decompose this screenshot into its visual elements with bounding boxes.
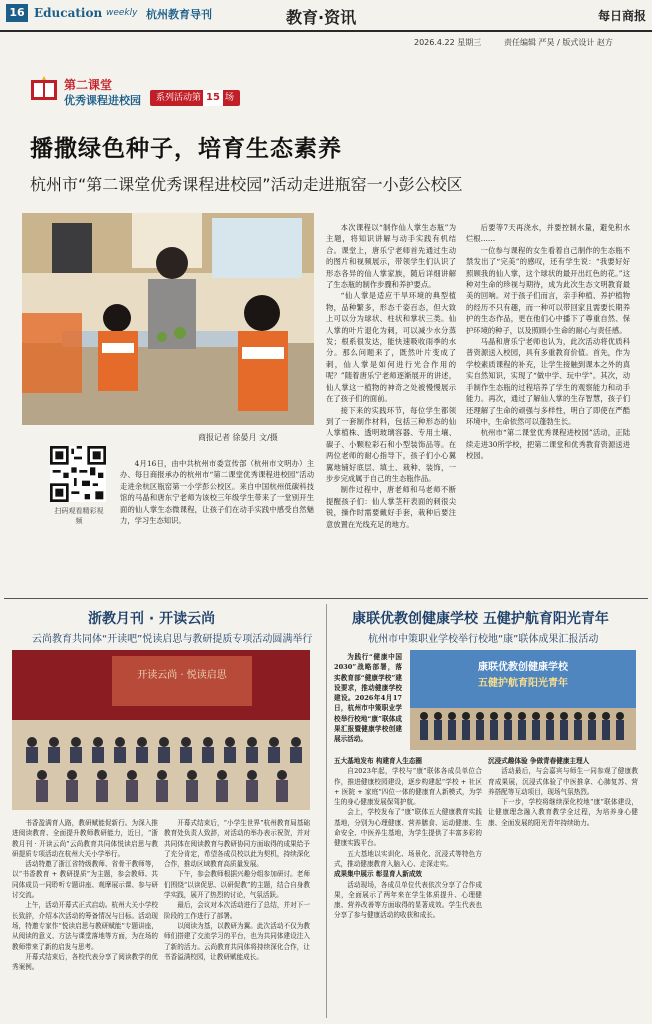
column-divider [326, 604, 327, 1018]
issue-date: 2026.4.22 星期三 [414, 38, 482, 47]
paragraph: 制作过程中，唐老师和马老师不断提醒孩子们：仙人掌茎秆表面的刺很尖锐，操作时需要戴好手套，栽种后要注意放置在光线充足的地方。 [326, 485, 456, 529]
paragraph: “仙人掌是适应干旱环境的典型植物，品种繁多，形态千姿百态，但大致上可以分为球状、柱状和掌状三类。仙人掌的叶片退化为刺，可以减少水分蒸发；根系很发达，能快速吸收雨季的水分。那么问题来了，既然叶片变成了刺，仙人掌是如何进行光合作用的呢？”随着唐乐宁老师逐渐展开的讲述，仙人掌这一植物的神奇之处被慢慢展示在了孩子们的面前。 [326, 291, 456, 404]
series-tag [150, 90, 240, 106]
series-tag-number: 15 [203, 90, 223, 106]
left-article-subtitle: 云尚教育共同体“开读吧”悦读启思与教研提质专项活动圆满举行 [32, 634, 313, 645]
photo-caption: 商报记者 徐晏月 文/摄 [198, 433, 278, 442]
banner-line2: 优秀课程进校园 [64, 94, 141, 107]
series-tag-prefix: 系列活动第 [156, 93, 202, 103]
paragraph: 4月16日，由中共杭州市委宣传部（杭州市文明办）主办、每日商报承办的杭州市“第二课堂优秀课程进校园”活动走进余杭区瓶窑第一小学彭公校区。来自中国杭州低碳科技馆的马晶和唐东宁老师为该校三年级学生带来了一堂别开生面的仙人掌生态微课程，让孩子们在动手实践中感受自然魅力，学习生态知识。 [120, 459, 314, 526]
paragraph: 活动特邀了浙江省特级教师、省骨干教师等，以“书香教育 + 教研提质”为主题，参会教师、共同体成员一同聆听专题讲座、观摩展示课、参与研讨交流。 [12, 860, 158, 900]
series-tag-suffix: 场 [224, 93, 234, 103]
series-banner [30, 70, 250, 118]
paragraph: 五大基地以实训化、场景化、沉浸式等特色方式，推动健康教育入脑入心、走深走实。 [334, 849, 482, 868]
main-headline: 播撒绿色种子，培育生态素养 [30, 136, 342, 162]
right-article-intro [334, 652, 402, 752]
main-photo [22, 213, 314, 425]
main-article-column-3 [466, 222, 630, 594]
paragraph: 活动现场，各成员单位代表依次分享了合作成果，全面展示了两年来在学生体质提升、心理健康、营养改善等方面取得的显著成效。学生代表也分享了参与健康活动的收获和成长。 [334, 880, 482, 920]
page-number: 16 [6, 4, 28, 22]
left-article-photo [12, 650, 310, 810]
stage-photo-illustration [410, 650, 636, 750]
paragraph: 活动最后，与会嘉宾与师生一同参观了健康教育成果展，沉浸式体验了中医推拿、心肺复苏、营养搭配等互动项目，现场气氛热烈。 [488, 767, 638, 796]
left-article-column-1 [12, 818, 158, 1016]
brand-english: Education [34, 6, 103, 20]
paragraph: 最后，会议对本次活动进行了总结，并对下一阶段的工作进行了部署。 [164, 901, 310, 920]
qr-code-icon[interactable] [50, 446, 106, 502]
paragraph: 书香盈满育人路，教研赋能促新行。为深入推进阅读教育、全面提升教师教研能力，近日，“浙教月刊 · 开读云尚”云尚教育共同体悦读启思与教研提质专项活动在杭州大关小学举行。 [12, 819, 158, 858]
paragraph: 接下来的实践环节，每位学生都领到了一套制作材料，包括三种形态的仙人掌植株、透明玻璃容器、专用土壤、碳子、小颗粒彩石和小型装饰品等。在两位老师的耐心指导下，孩子们小心翼翼地铺好底层、填土、栽种、装饰，一步步完成属于自己的生态瓶作品。 [326, 405, 456, 483]
right-article-column-1 [334, 756, 482, 1018]
paper-name: 每日商报 [597, 9, 646, 23]
paragraph: 上午，活动开幕式正式启动。杭州大关小学校长致辞，介绍本次活动的筹备情况与目标。活动现场，特邀专家作“悦读启思与教研赋能”专题讲座，从阅读的意义、方法与课堂落地等方面，为在场的教师带来了新的启发与思考。 [12, 901, 158, 951]
editor-credits: 责任编辑 严昊 / 版式设计 赵方 [504, 38, 613, 47]
main-subhead: 杭州市“第二课堂优秀课程进校园”活动走进瓶窑一小彭公校区 [30, 175, 463, 194]
paragraph: 自2023年起，学校与“康”联体各成员单位合作，推进健康校园建设，逐步构建起“学校 + 社区 + 医院 + 家庭”四位一体的健康育人新模式，为学生的身心健康发展保驾护航。 [334, 767, 482, 807]
paragraph: 开幕式结束后，“小学生世界”杭州教育局基础教育处负责人致辞，对活动的举办表示祝贺，并对共同体在阅读教育与教研协同方面取得的成果给予了充分肯定，希望各成员校以此为契机，持续深化合作，推动区域教育高质量发展。 [164, 819, 310, 869]
brand-weekly: weekly [106, 8, 138, 18]
masthead [0, 0, 652, 32]
left-article-column-2 [164, 818, 310, 1016]
right-article-photo [410, 650, 636, 750]
auditorium-photo-illustration [12, 650, 310, 810]
right-article-column-2 [488, 756, 638, 1018]
banner-line1: 第二课堂 [64, 78, 113, 92]
section-subheading: 成果集中展示 彰显育人新成效 [334, 870, 423, 879]
paragraph: 开幕式结束后，各校代表分享了阅读教学的优秀案例。 [12, 952, 158, 972]
section-title: 教育·资讯 [286, 8, 357, 27]
dateline [0, 34, 652, 50]
main-article-column-2 [326, 222, 456, 594]
paragraph: 杭州市“第二课堂优秀课程进校园”活动，正陆续走进30所学校，把第二课堂和优秀教育资源送进校园。 [466, 428, 630, 461]
right-article-subtitle: 杭州市中策职业学校举行校地“康”联体成果汇报活动 [368, 634, 599, 645]
section-subheading: 沉浸式趣体验 争做青春健康主理人 [488, 757, 590, 765]
left-article-title: 浙教月刊 · 开读云尚 [88, 611, 216, 627]
right-article-title: 康联优教创健康学校 五健护航育阳光青年 [352, 611, 609, 627]
paragraph: 一位参与课程的女生看着自己制作的生态瓶不禁发出了“完美”的感叹，还有学生说：“我要好好照顾我的仙人掌，这个球状的最开出红色的花。”这种对生命的珍视与期待，成为此次生态文明教育最美的回响。对于孩子们而言，亲手种植、养护植物的经历不只有趣，而一种可以带回家且需要长期养护的生态作品，更在他们心中播下了尊重自然、保护环境的种子，以及照顾小生命的耐心与责任感。 [466, 245, 630, 335]
paragraph: 本次课程以“制作仙人掌生态瓶”为主题，将知识讲解与动手实践有机结合。课堂上，唐乐宁老师首先通过生动的图片和视频展示，带领学生们认识了形态各异的仙人掌家族，随后详细讲解了生态瓶的制作步骤和养护要点。 [326, 223, 456, 290]
paragraph: 后要等7天再浇水，并要控制水量，避免积水烂根…… [466, 223, 630, 244]
brand-chinese: 杭州教育导刊 [146, 8, 212, 21]
stage-banner-line1: 康联优教创健康学校 [478, 662, 568, 673]
photo-banner-text: 开读云尚 · 悦读启思 [137, 670, 227, 681]
paragraph: 下午，参会教师根据兴趣分组参加研讨。老师们围绕“以读促思、以研促教”的主题，结合自身教学实践，展开了热烈的讨论，气氛活跃。 [164, 870, 310, 900]
book-icon [30, 76, 58, 102]
paragraph: 下一步，学校将继续深化校地“康”联体建设，让健康理念融入教育教学全过程，为培养身心健康、全面发展的阳光青年持续助力。 [488, 798, 638, 827]
main-article-column-1 [120, 458, 314, 590]
paragraph: 为践行“健康中国2030”战略部署，落实教育部“健康学校”建设要求，推动健康学校建设。2026年4月17日，杭州市中策职业学校举行校地“康”联体成果汇报暨健康学校创建展示活动。 [334, 653, 402, 744]
section-divider [4, 598, 648, 599]
stage-banner-line2: 五健护航育阳光青年 [478, 678, 568, 689]
paragraph: 会上，学校发布了“康”联体五大健康教育实践基地，分别为心理健康、营养膳食、运动健康、生命安全、中医养生基地，为学生提供了丰富多彩的健康实践平台。 [334, 808, 482, 848]
classroom-photo-illustration [22, 213, 314, 425]
section-subheading: 五大基地发布 构建育人生态圈 [334, 757, 423, 765]
paragraph: 以阅读为基，以教研为翼。此次活动不仅为教师们搭建了交流学习的平台，也为共同体建设注入了新的活力。云尚教育共同体将持续深化合作，让书香溢满校园，让教研赋能成长。 [164, 921, 310, 961]
paragraph: 马晶和唐乐宁老师也认为，此次活动将优质科普资源送入校园，具有多重教育价值。首先，作为学校素质课程的补充，让学生接触到课本之外的真实自然知识，实现了“做中学、玩中学”。其次，动手制作生态瓶的过程培养了学生的观察能力和动手能力。再次，通过了解仙人掌的生存智慧，孩子们还理解了生命的顽强与多样性，明白了即使在严酷环境中，生命依然可以蓬勃生长。 [466, 337, 630, 426]
qr-label: 扫码观看精彩视频 [54, 507, 104, 525]
